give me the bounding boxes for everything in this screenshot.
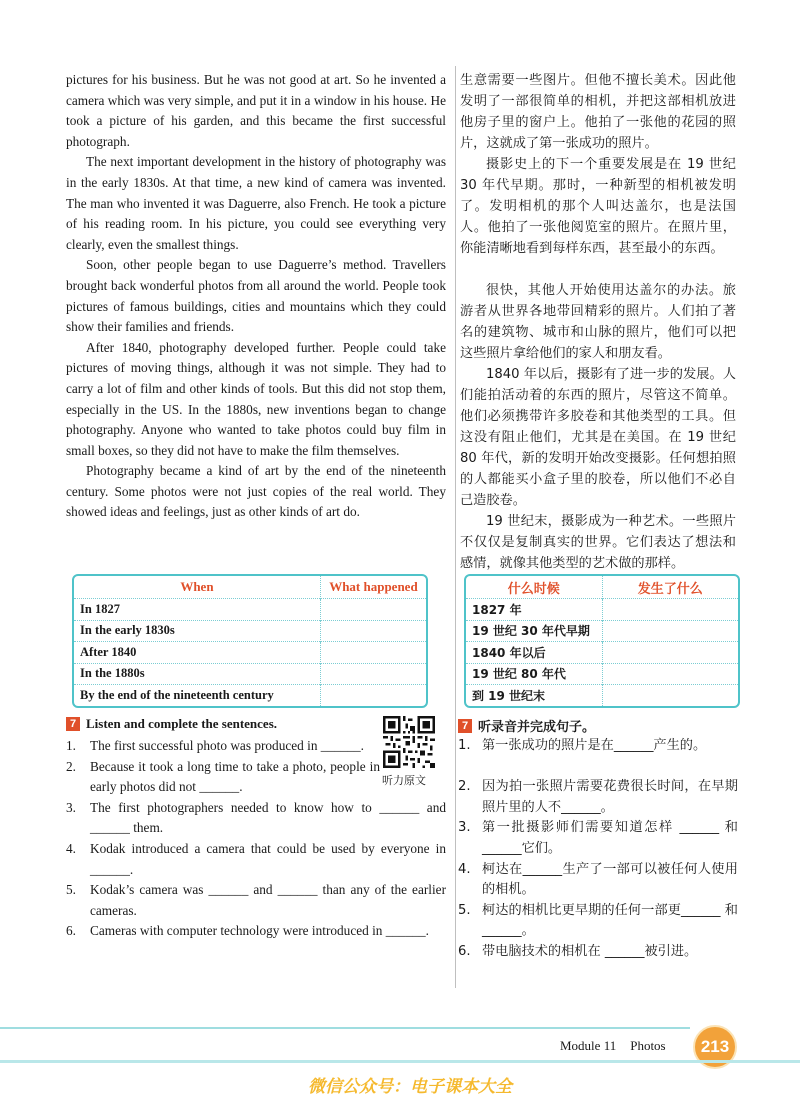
- english-paragraph: pictures for his business. But he was not good at art. So he invented a camera which was very simple, and put it in a window in his house. He took a picture of his garden, and this became the first successful photograph.: [66, 72, 446, 149]
- table-row: [74, 620, 426, 642]
- table-row: [466, 599, 738, 621]
- english-paragraph: The next important development in the history of photography was in the early 1830s. At that time, a new kind of camera was invented. The man who invented it was Daguerre, also French. He took a picture of his reading room. In his picture, you could see everything very clearly, even the smallest things.: [66, 154, 446, 252]
- exercise-title: 听录音并完成句子。: [478, 720, 596, 735]
- english-reading-text: [66, 70, 446, 523]
- question-item: [458, 860, 738, 901]
- english-paragraph: Soon, other people began to use Daguerre’s method. Travellers brought back wonderful photos from all around the world. People took pictures of famous buildings, cities and mountains which they could show their families and friends.: [66, 257, 446, 335]
- table-cell-answer[interactable]: [320, 599, 426, 621]
- table-cell-when: 到 19 世纪末: [466, 685, 602, 706]
- question-text: Because it took a long time to take a photo, people in early photos did not ______.: [90, 758, 380, 795]
- table-cell-when: 19 世纪 80 年代: [466, 663, 602, 685]
- question-text: 柯达的相机比更早期的任何一部更______ 和______。: [482, 902, 738, 939]
- footer-divider: [0, 1027, 690, 1029]
- chinese-paragraph: 摄影史上的下一个重要发展是在 19 世纪 30 年代早期。那时，一种新型的相机被发明了。发明相机的那个人叫达盖尔，也是法国人。他拍了一张他阅览室的照片。在照片里，你能清晰地看到每样东西，甚至最小的东西。: [460, 157, 736, 256]
- chinese-paragraph: 生意需要一些图片。但他不擅长美术。因此他发明了一部很简单的相机，并把这部相机放进他房子里的窗户上。他拍了一张他的花园的照片，这就成了第一张成功的照片。: [460, 73, 736, 151]
- table-cell-answer[interactable]: [320, 620, 426, 642]
- question-number: 3.: [66, 799, 76, 815]
- table-row: [74, 642, 426, 664]
- chinese-paragraph: 1840 年以后，摄影有了进一步的发展。人们能拍活动着的东西的照片，尽管这不简单。他们必须携带许多胶卷和其他类型的工具。但这没有阻止他们，尤其是在美国。在 19 世纪 80 年代，新的发明开始改变摄影。任何想拍照的人都能买小盒子里的胶卷，所以他们不必自己造胶卷。: [460, 367, 736, 508]
- table-cell-when: In the 1880s: [74, 663, 320, 685]
- table-row: [74, 685, 426, 706]
- question-item: [66, 839, 446, 880]
- table-cell-answer[interactable]: [602, 599, 738, 621]
- exercise-heading-english: [66, 716, 277, 732]
- question-number: 1.: [66, 738, 76, 753]
- question-item: [458, 942, 738, 963]
- question-item: [458, 777, 738, 818]
- table-cell-answer[interactable]: [320, 663, 426, 685]
- table-row: [466, 620, 738, 642]
- table-row: [466, 685, 738, 706]
- question-item: [458, 818, 738, 859]
- chinese-paragraph: 很快，其他人开始使用达盖尔的办法。旅游者从世界各地带回精彩的照片。人们拍了著名的建筑物、城市和山脉的照片，他们可以把这些照片拿给他们的家人和朋友看。: [460, 283, 736, 361]
- exercise-number-badge: 7: [66, 717, 80, 731]
- question-text: Cameras with computer technology were introduced in ______.: [90, 923, 429, 939]
- column-divider: [455, 66, 456, 988]
- question-number: 4.: [458, 861, 471, 877]
- module-topic: Photos: [630, 1038, 666, 1053]
- table-cell-answer[interactable]: [602, 685, 738, 706]
- table-cell-when: 19 世纪 30 年代早期: [466, 620, 602, 642]
- module-label: Module 11: [560, 1038, 617, 1053]
- question-number: 3.: [458, 820, 471, 836]
- question-number: 2.: [458, 779, 471, 795]
- footer-band: [0, 1060, 800, 1063]
- question-item: [66, 880, 446, 921]
- table-cell-when: By the end of the nineteenth century: [74, 685, 320, 706]
- table-header-when: 什么时候: [507, 581, 560, 597]
- english-paragraph: After 1840, photography developed further. People could take pictures of moving things, although it was not simple. They had to carry a lot of film and other kinds of tools. But this did not stop them, especially in the US. In the 1880s, new inventions began to change photography. Anyone who wanted to take photos could buy film in small boxes, so they did not have to make the film themselves.: [66, 339, 446, 458]
- qr-caption: 听力原文: [382, 774, 426, 787]
- exercise-number-badge: 7: [458, 719, 472, 733]
- qr-code-icon[interactable]: [383, 716, 435, 768]
- question-text: Kodak’s camera was ______ and ______ than any of the earlier cameras.: [90, 882, 446, 918]
- question-text: The first photographers needed to know how to ______ and ______ them.: [90, 799, 446, 836]
- table-cell-when: In the early 1830s: [74, 620, 320, 642]
- question-number: 5.: [458, 902, 471, 918]
- timeline-table-chinese: [464, 574, 740, 708]
- table-cell-when: In 1827: [74, 599, 320, 621]
- chinese-paragraph: 19 世纪末，摄影成为一种艺术。一些照片不仅仅是复制真实的世界。它们表达了想法和感情，就像其他类型的艺术做的那样。: [460, 514, 736, 571]
- timeline-table-english: [72, 574, 428, 708]
- question-text: Kodak introduced a camera that could be used by everyone in ______.: [90, 840, 446, 877]
- question-text: 带电脑技术的相机在 ______被引进。: [482, 943, 698, 959]
- table-cell-when: After 1840: [74, 642, 320, 664]
- table-cell-when: 1827 年: [466, 599, 602, 621]
- table-cell-answer[interactable]: [602, 663, 738, 685]
- table-row: [74, 663, 426, 685]
- question-text: 第一批摄影师们需要知道怎样 ______ 和 ______它们。: [482, 820, 738, 856]
- table-cell-answer[interactable]: [602, 620, 738, 642]
- exercise-questions-chinese: [458, 736, 738, 963]
- table-header-what-happened: 发生了什么: [602, 576, 738, 599]
- table-cell-answer[interactable]: [602, 642, 738, 664]
- exercise-heading-chinese: [458, 716, 595, 735]
- table-row: [74, 599, 426, 621]
- question-number: 6.: [458, 943, 471, 959]
- english-paragraph: Photography became a kind of art by the end of the nineteenth century. Some photos were not just copies of the real world. They showed ideas and feelings, just as other kinds of art do.: [66, 463, 446, 520]
- table-row: [466, 642, 738, 664]
- table-cell-answer[interactable]: [320, 642, 426, 664]
- table-cell-answer[interactable]: [320, 685, 426, 706]
- table-header-when: When: [180, 579, 214, 594]
- page-number-badge: 213: [693, 1025, 737, 1069]
- question-text: 第一张成功的照片是在______产生的。: [482, 738, 707, 753]
- table-cell-when: 1840 年以后: [466, 642, 602, 664]
- question-item: [66, 798, 446, 839]
- question-number: 1.: [458, 738, 471, 753]
- question-number: 5.: [66, 882, 76, 898]
- question-item: [66, 921, 446, 942]
- running-footer: [560, 1038, 666, 1054]
- question-number: 2.: [66, 758, 76, 774]
- question-text: The first successful photo was produced in ______.: [90, 738, 365, 753]
- table-row: [466, 663, 738, 685]
- table-header-what-happened: What happened: [320, 576, 426, 599]
- question-number: 6.: [66, 923, 76, 939]
- question-text: 因为拍一张照片需要花费很长时间，在早期照片里的人不______。: [482, 779, 738, 815]
- question-item: [458, 736, 738, 757]
- question-item: [458, 901, 738, 942]
- chinese-translation-text: [460, 70, 736, 574]
- exercise-title: Listen and complete the sentences.: [86, 716, 278, 731]
- question-text: 柯达在______生产了一部可以被任何人使用的相机。: [482, 861, 738, 898]
- watermark-text: 微信公众号：电子课本大全: [308, 1077, 512, 1097]
- question-number: 4.: [66, 840, 76, 856]
